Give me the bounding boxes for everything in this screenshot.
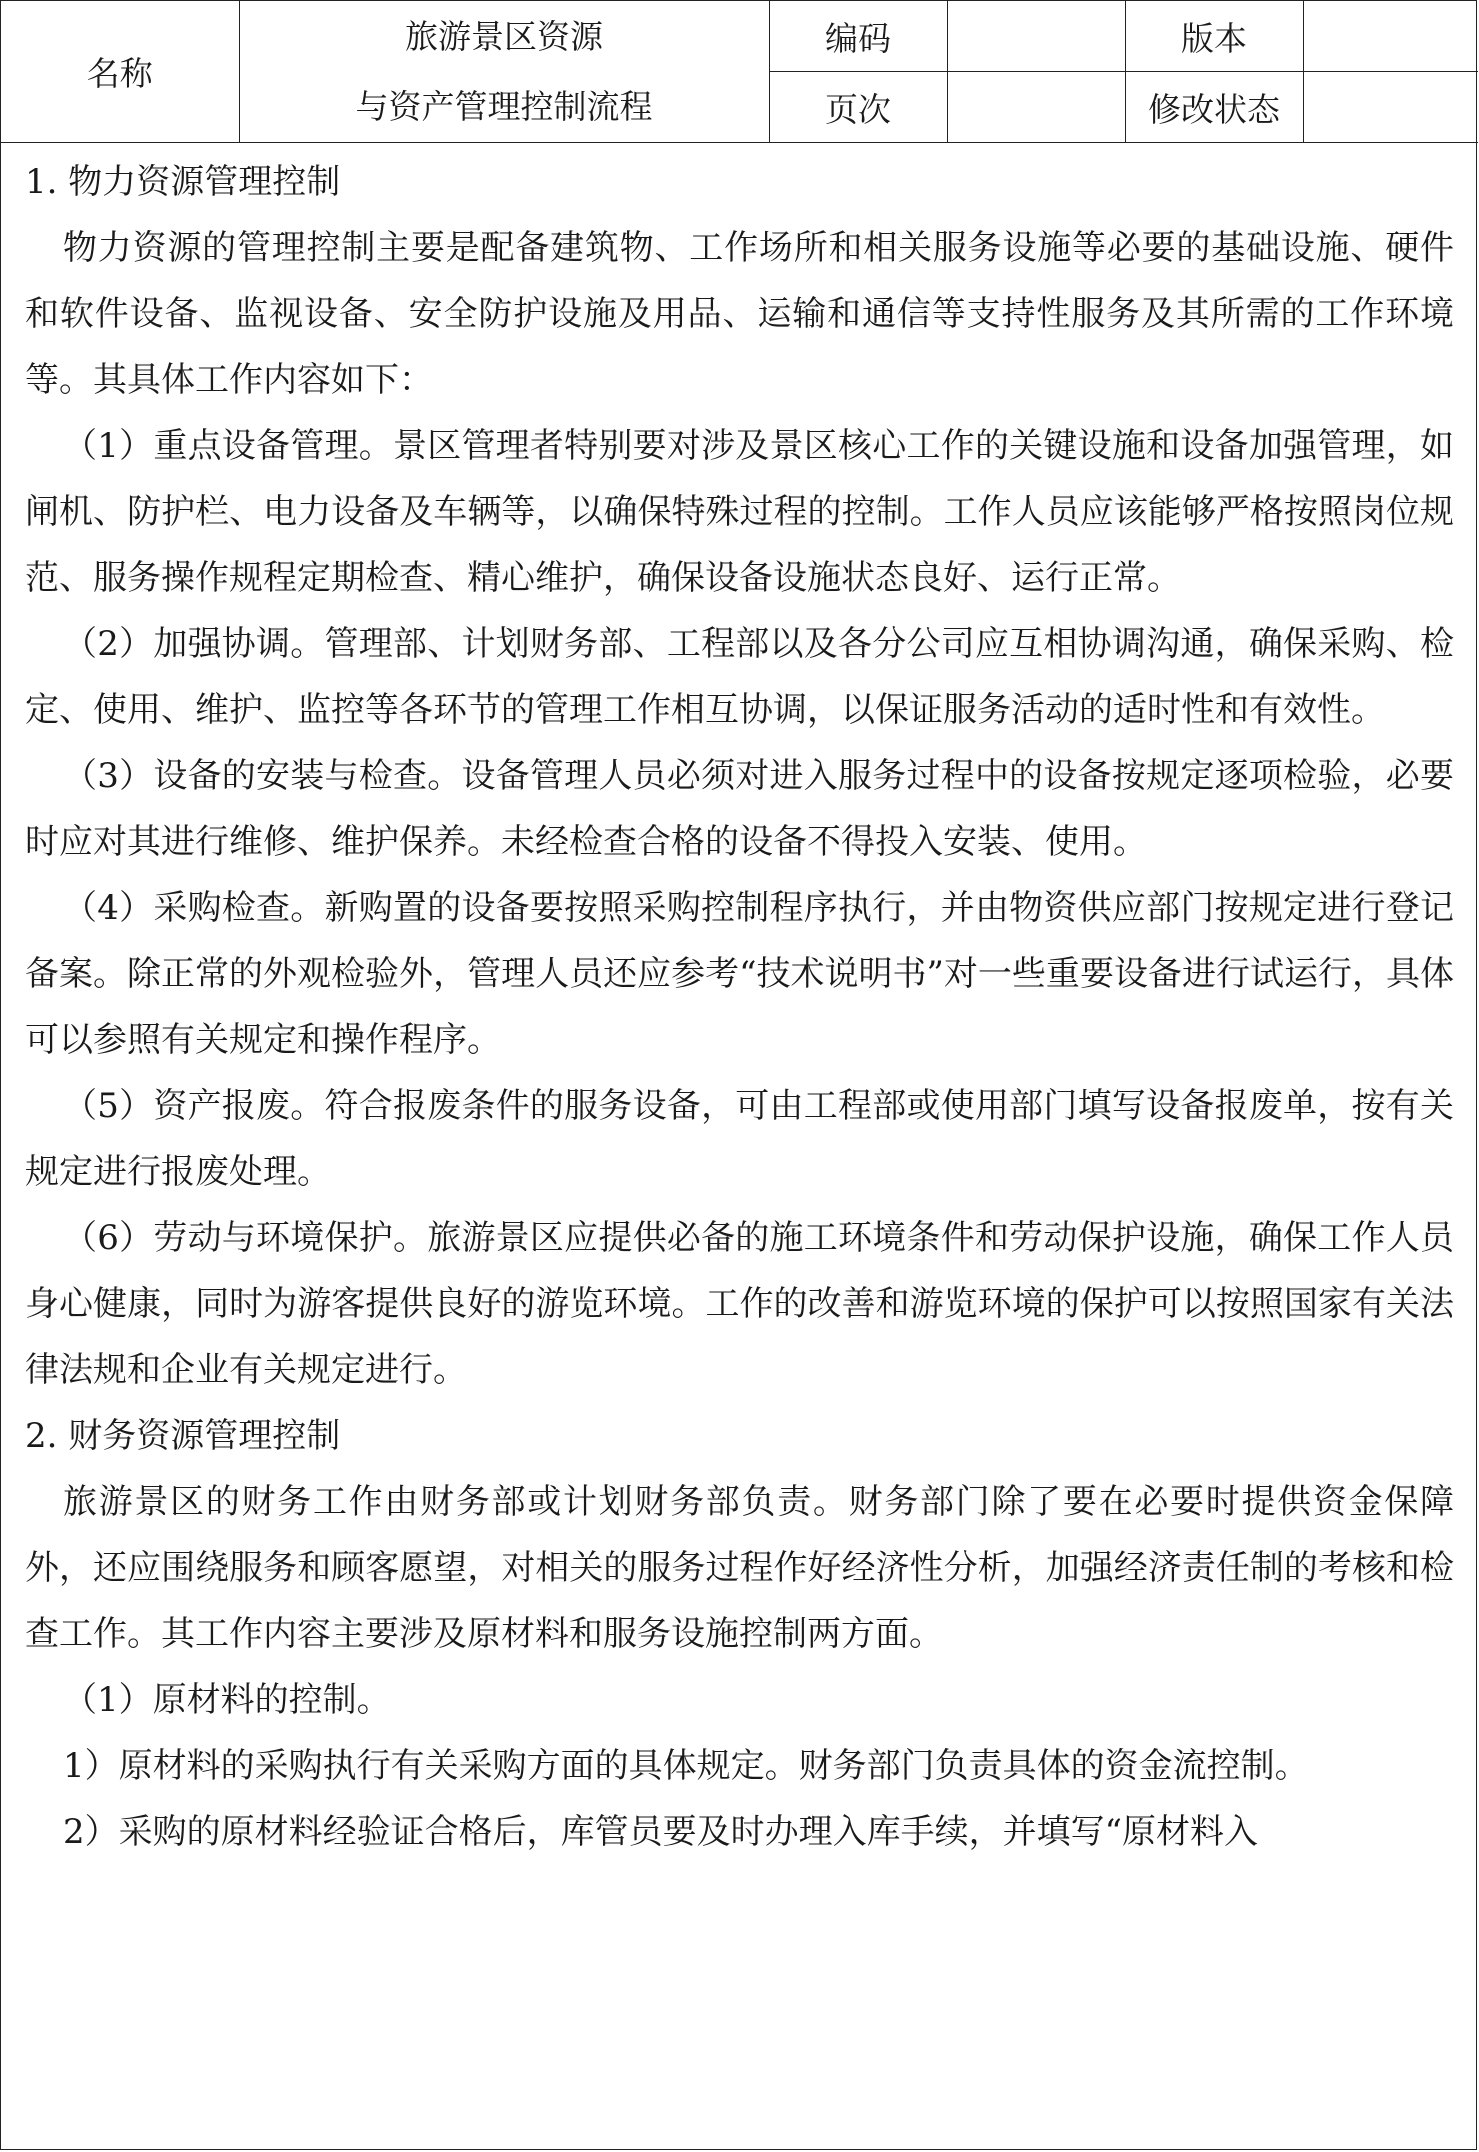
code-value — [947, 1, 1125, 72]
body-paragraph: 物力资源的管理控制主要是配备建筑物、工作场所和相关服务设施等必要的基础设施、硬件和软件设备、监视设备、安全防护设施及用品、运输和通信等支持性服务及其所需的工作环境等。其具体工作内容如下： — [25, 228, 1454, 400]
section-heading: 1. 物力资源管理控制 — [25, 162, 341, 202]
code-label: 编码 — [769, 1, 947, 72]
body-paragraph: （6）劳动与环境保护。旅游景区应提供必备的施工环境条件和劳动保护设施，确保工作人员身心健康，同时为游客提供良好的游览环境。工作的改善和游览环境的保护可以按照国家有关法律法规和企业有关规定进行。 — [25, 1218, 1454, 1390]
version-value — [1303, 1, 1478, 72]
name-label: 名称 — [1, 1, 239, 143]
version-label: 版本 — [1125, 1, 1303, 72]
body-paragraph: （5）资产报废。符合报废条件的服务设备，可由工程部或使用部门填写设备报废单，按有关规定进行报废处理。 — [25, 1086, 1454, 1192]
title-line-1: 旅游景区资源 — [405, 16, 603, 56]
header-table — [1, 1, 1478, 143]
section-heading: 2. 财务资源管理控制 — [25, 1416, 341, 1456]
body-paragraph: （2）加强协调。管理部、计划财务部、工程部以及各分公司应互相协调沟通，确保采购、检定、使用、维护、监控等各环节的管理工作相互协调，以保证服务活动的适时性和有效性。 — [25, 624, 1454, 730]
title-line-2: 与资产管理控制流程 — [355, 86, 653, 126]
body-paragraph: （3）设备的安装与检查。设备管理人员必须对进入服务过程中的设备按规定逐项检验，必要时应对其进行维修、维护保养。未经检查合格的设备不得投入安装、使用。 — [25, 756, 1454, 862]
body-paragraph: （1）原材料的控制。 — [63, 1680, 391, 1720]
document-body — [1, 143, 1476, 1865]
body-paragraph: 1）原材料的采购执行有关采购方面的具体规定。财务部门负责具体的资金流控制。 — [63, 1746, 1309, 1786]
body-paragraph: 2）采购的原材料经验证合格后，库管员要及时办理入库手续，并填写“原材料入 — [63, 1812, 1259, 1852]
document-title — [239, 1, 769, 143]
body-paragraph: （1）重点设备管理。景区管理者特别要对涉及景区核心工作的关键设施和设备加强管理，如闸机、防护栏、电力设备及车辆等，以确保特殊过程的控制。工作人员应该能够严格按照岗位规范、服务操作规程定期检查、精心维护，确保设备设施状态良好、运行正常。 — [25, 426, 1454, 598]
page-value — [947, 72, 1125, 143]
revision-label: 修改状态 — [1125, 72, 1303, 143]
page-label: 页次 — [769, 72, 947, 143]
body-paragraph: （4）采购检查。新购置的设备要按照采购控制程序执行，并由物资供应部门按规定进行登记备案。除正常的外观检验外，管理人员还应参考“技术说明书”对一些重要设备进行试运行，具体可以参照有关规定和操作程序。 — [25, 888, 1454, 1060]
revision-value — [1303, 72, 1478, 143]
body-paragraph: 旅游景区的财务工作由财务部或计划财务部负责。财务部门除了要在必要时提供资金保障外，还应围绕服务和顾客愿望，对相关的服务过程作好经济性分析，加强经济责任制的考核和检查工作。其工作内容主要涉及原材料和服务设施控制两方面。 — [25, 1482, 1454, 1654]
